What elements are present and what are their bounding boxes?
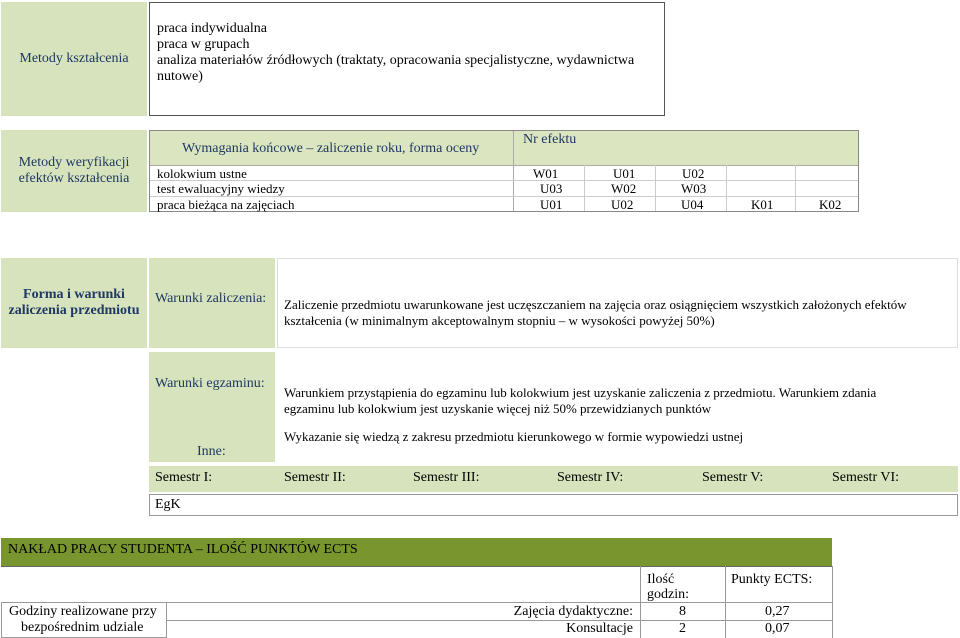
- egk-text: EgK: [155, 497, 181, 512]
- table-row-name: test ewaluacyjny wiedzy: [157, 181, 285, 196]
- table-cell: W02: [611, 181, 637, 196]
- warunki-egzaminu-line2: egzaminu lub kolokwium jest uzyskanie więcej niż 50% przewidzianych punktów: [284, 401, 712, 416]
- godziny-label-line2: bezpośrednim udziale: [21, 620, 144, 635]
- header-nr-efektu: Nr efektu: [523, 132, 577, 147]
- list-item: praca w grupach: [157, 37, 250, 52]
- table-cell: U02: [682, 166, 705, 181]
- semestr-label: Semestr VI:: [832, 470, 900, 485]
- divider: [584, 165, 585, 211]
- semestr-label: Semestr I:: [155, 470, 213, 485]
- metody-ksztalcenia-label: Metody kształcenia: [19, 51, 129, 66]
- egk-row: [149, 494, 958, 516]
- table-row-name: kolokwium ustne: [157, 166, 247, 181]
- forma-label-line1: Forma i warunki: [23, 287, 125, 302]
- warunki-egzaminu-label: Warunki egzaminu:: [155, 376, 265, 391]
- inne-text: Wykazanie się wiedzą z zakresu przedmiotu kierunkowego w formie wypowiedzi ustnej: [284, 429, 744, 444]
- list-item: analiza materiałów źródłowych (traktaty, opracowania specjalistyczne, wydawnictwa: [157, 53, 635, 68]
- list-item: nutowe): [157, 69, 203, 84]
- table-cell: U03: [540, 181, 563, 196]
- table-cell: K02: [819, 197, 842, 212]
- warunki-zaliczenia-line1: Zaliczenie przedmiotu uwarunkowane jest uczęszczaniem na zajęcia oraz osiągnięciem wszystkich założonych efektów: [284, 297, 907, 312]
- ilosc-label-line1: Ilość: [647, 572, 675, 587]
- divider: [655, 165, 656, 211]
- forma-label-cell: [1, 258, 147, 348]
- forma-label-line2: zaliczenia przedmiotu: [8, 303, 140, 318]
- metody-ksztalcenia-label-cell: [1, 2, 147, 116]
- divider: [167, 620, 833, 621]
- divider: [513, 131, 514, 211]
- konsultacje-hours: 2: [679, 621, 686, 636]
- header-wymagania: Wymagania końcowe – zaliczenie roku, forma oceny: [182, 141, 480, 156]
- table-cell: U02: [611, 197, 634, 212]
- warunki-zaliczenia-line2: kształcenia (w minimalnym akceptowalnym stopniu – w wysokości powyżej 50%): [284, 313, 715, 328]
- table-cell: U01: [540, 197, 563, 212]
- table-cell: U01: [613, 166, 636, 181]
- konsultacje-ects: 0,07: [765, 621, 790, 636]
- metody-ksztalcenia-content: [149, 2, 665, 116]
- list-item: praca indywidualna: [157, 21, 268, 36]
- table-cell: K01: [751, 197, 774, 212]
- semestr-label: Semestr IV:: [557, 470, 624, 485]
- divider: [150, 165, 858, 166]
- naklad-title: NAKŁAD PRACY STUDENTA – ILOŚĆ PUNKTÓW ECTS: [8, 542, 358, 557]
- table-cell: W03: [681, 181, 707, 196]
- zajecia-ects: 0,27: [765, 604, 790, 619]
- konsultacje-label: Konsultacje: [566, 621, 633, 636]
- semestr-label: Semestr V:: [702, 470, 764, 485]
- semestr-label: Semestr III:: [413, 470, 480, 485]
- godziny-label-line1: Godziny realizowane przy: [9, 604, 157, 619]
- semestr-label: Semestr II:: [284, 470, 346, 485]
- table-row-name: praca bieżąca na zajęciach: [157, 197, 295, 212]
- table-cell: U04: [681, 197, 704, 212]
- metody-weryfikacji-label-line2: efektów kształcenia: [18, 171, 130, 186]
- divider: [1, 566, 832, 567]
- ilosc-label-line2: godzin:: [647, 587, 689, 602]
- metody-weryfikacji-label-line1: Metody weryfikacji: [18, 155, 130, 170]
- weryfikacja-table: [149, 130, 859, 212]
- divider: [726, 165, 727, 211]
- zajecia-hours: 8: [679, 604, 686, 619]
- zajecia-label: Zajęcia dydaktyczne:: [513, 604, 633, 619]
- inne-label: Inne:: [197, 444, 226, 459]
- warunki-egzaminu-line1: Warunkiem przystąpienia do egzaminu lub kolokwium jest uzyskanie zaliczenia z przedmiotu. Warunkiem zdania: [284, 385, 877, 400]
- divider: [167, 602, 833, 603]
- punkty-ects-label: Punkty ECTS:: [731, 572, 813, 587]
- metody-weryfikacji-label-cell: [1, 130, 147, 212]
- table-cell: W01: [533, 166, 559, 181]
- divider: [795, 165, 796, 211]
- warunki-zaliczenia-label: Warunki zaliczenia:: [155, 291, 267, 306]
